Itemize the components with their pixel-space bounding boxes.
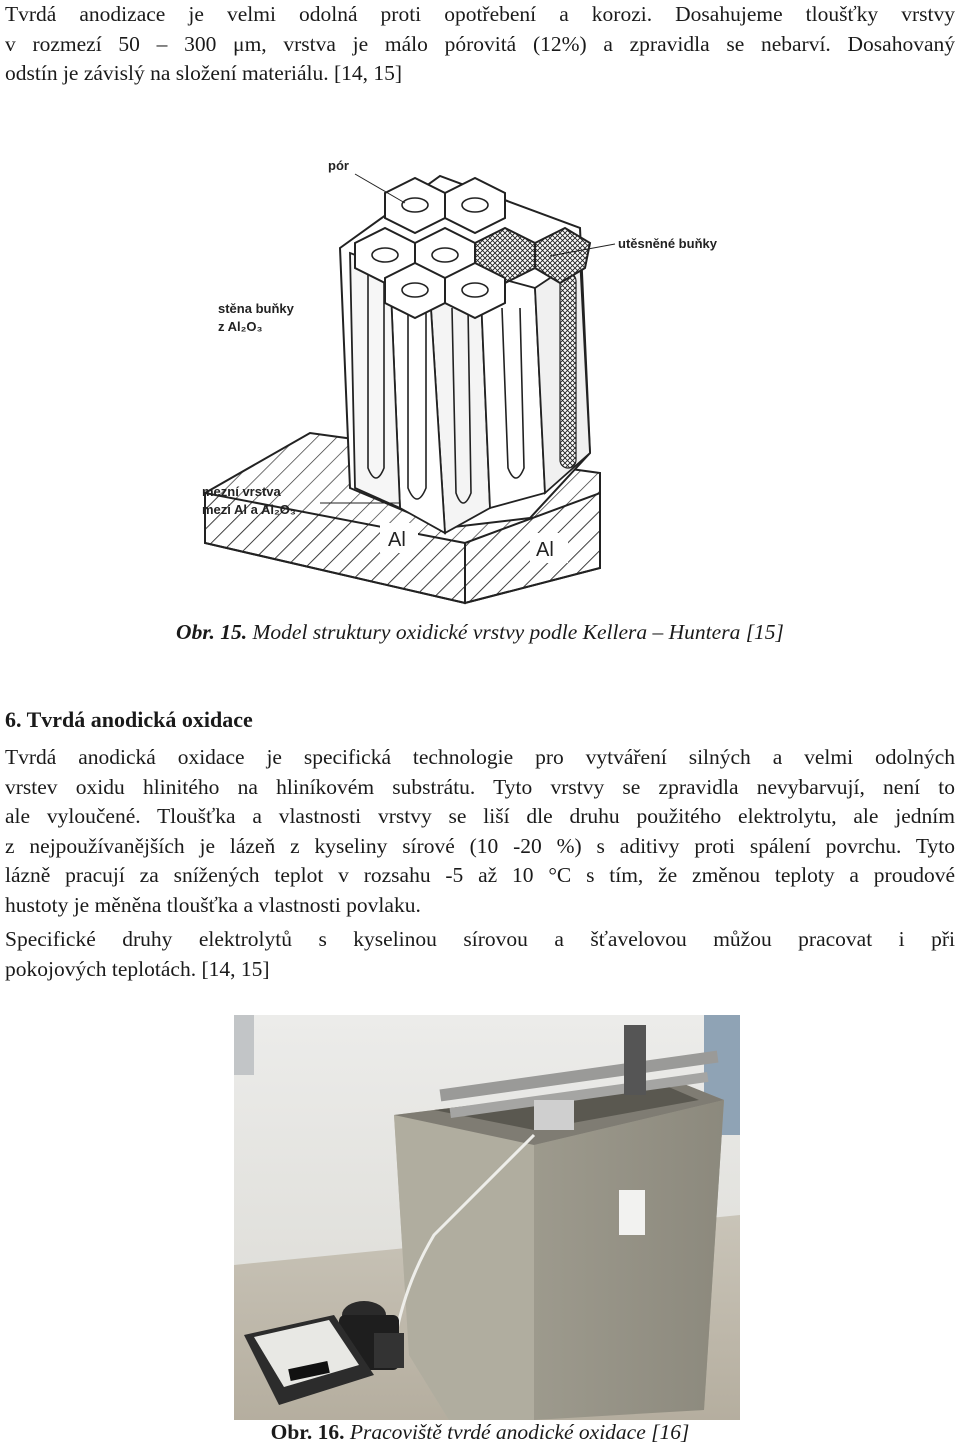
- figure-15-caption: [0, 620, 960, 645]
- label-pore: pór: [328, 158, 349, 173]
- section-paragraph-2: [5, 925, 955, 984]
- intro-line: odstín je závislý na složení materiálu. [14, 15]: [5, 61, 403, 85]
- paragraph-line: hustoty je měněna tloušťka a vlastnosti povlaku.: [5, 892, 421, 917]
- section-paragraph: [5, 743, 955, 920]
- cell-columns: [340, 176, 590, 533]
- caption-number: Obr. 16.: [270, 1420, 345, 1444]
- label-boundary-2: mezi Al a Al₂O₃: [202, 502, 296, 517]
- intro-line: v rozmezí 50 – 300 μm, vrstva je málo pórovitá (12%) a zpravidla se nebarví. Dosahovaný: [5, 31, 955, 56]
- workstation-photo: [234, 1015, 740, 1420]
- paragraph-line: z nejpoužívanějších je lázeň z kyseliny sírové (10 -20 %) s aditivy proti spálení povrchu. Tyto: [5, 833, 955, 858]
- label-al-left: Al: [388, 529, 406, 551]
- intro-paragraph: [5, 0, 955, 89]
- section-heading: 6. Tvrdá anodická oxidace: [5, 707, 253, 732]
- paragraph-line: vrstev oxidu hlinitého na hliníkovém substrátu. Tyto vrstvy se zpravidla nevybarvují, není to: [5, 774, 955, 799]
- paragraph-line: pokojových teplotách. [14, 15]: [5, 956, 270, 981]
- intro-line: Tvrdá anodizace je velmi odolná proti opotřebení a korozi. Dosahujeme tloušťky vrstvy: [5, 2, 955, 26]
- paragraph-line: ale vyloučené. Tloušťka a vlastnosti vrstvy se liší dle druhu použitého elektrolytu, ale jedním: [5, 804, 955, 828]
- caption-number: Obr. 15.: [176, 620, 248, 644]
- label-cell-wall-2: z Al₂O₃: [218, 319, 263, 334]
- label-al-right: Al: [536, 539, 554, 561]
- paragraph-line: Specifické druhy elektrolytů s kyselinou sírovou a šťavelovou můžou pracovat i při: [5, 927, 955, 951]
- caption-text: Pracoviště tvrdé anodické oxidace [16]: [349, 1420, 690, 1444]
- label-sealed-cells: utěsněné buňky: [618, 236, 717, 251]
- caption-text: Model struktury oxidické vrstvy podle Kellera – Huntera [15]: [252, 620, 784, 644]
- paragraph-line: Tvrdá anodická oxidace je specifická technologie pro vytváření silných a velmi odolných: [5, 745, 955, 769]
- oxide-structure-diagram: [190, 148, 790, 613]
- paragraph-line: lázně pracují za snížených teplot v rozsahu -5 až 10 °C s tím, že změnou teploty a proudové: [5, 863, 955, 887]
- figure-16-caption: [0, 1420, 960, 1445]
- label-boundary-1: mezní vrstva: [202, 484, 281, 499]
- label-cell-wall-1: stěna buňky: [218, 301, 294, 316]
